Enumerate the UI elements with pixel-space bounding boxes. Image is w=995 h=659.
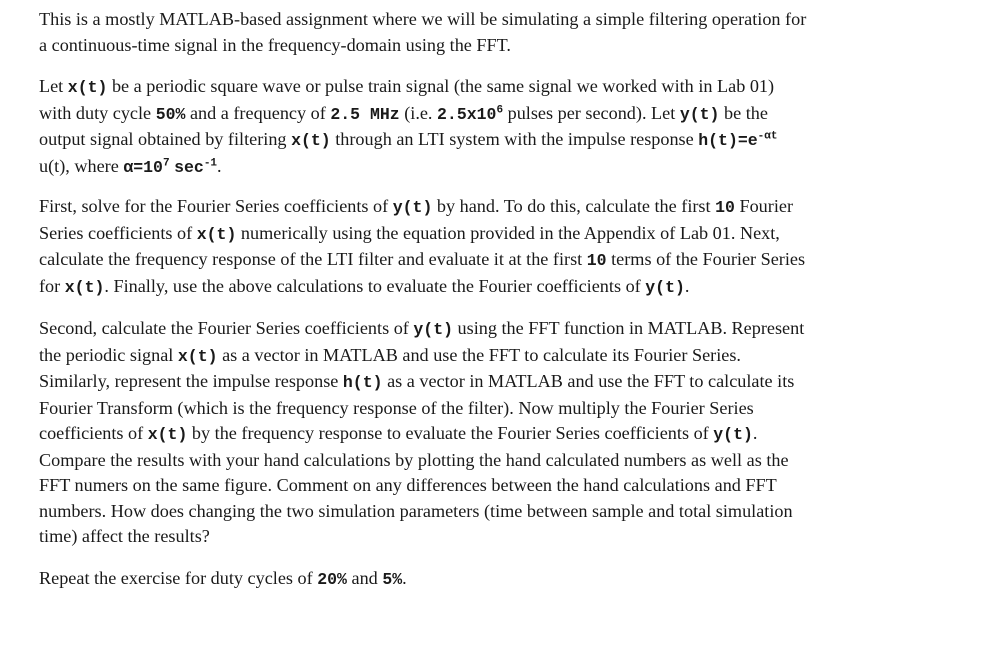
code-impulse-response: $h(t)=e^{-\alpha t}$ — [698, 130, 778, 150]
text-line: Let x(t) be a periodic square wave or pulse train signal (the same signal we worked with in Lab 01) — [39, 76, 775, 97]
code-count: 10 — [586, 251, 607, 270]
paragraph-repeat — [39, 566, 939, 593]
text-line: calculate the frequency response of the LTI filter and evaluate it at the first 10 terms of the Fourier Series — [39, 249, 806, 270]
code-x-of-t: x(t) — [67, 78, 108, 97]
paragraph-fft-calculation — [39, 316, 939, 550]
code-y-of-t: y(t) — [413, 320, 453, 339]
code-alpha: $\alpha=10^7$ — [123, 157, 170, 177]
text-line: Second, calculate the Fourier Series coefficients of y(t) using the FFT function in MATLAB. Represent — [39, 318, 805, 339]
paragraph-intro — [39, 7, 939, 58]
text-line: u(t), where $\alpha=10^7$ $\sec^{-1}$. — [39, 155, 222, 177]
code-y-of-t: y(t) — [679, 104, 720, 124]
text-line: with duty cycle 50% and a frequency of 2.5 MHz (i.e. $2.5x10^6$ pulses per second). Let y(t) be the — [39, 102, 768, 124]
paragraph-hand-calculation — [39, 194, 939, 300]
code-count: 10 — [715, 198, 735, 217]
text-line: Similarly, represent the impulse response h(t) as a vector in MATLAB and use the FFT to calculate its — [39, 371, 795, 392]
text-line: numbers. How does changing the two simulation parameters (time between sample and total simulation — [39, 500, 793, 521]
text-line: FFT numers on the same figure. Comment on any differences between the hand calculations and FFT — [39, 475, 777, 495]
text-line: First, solve for the Fourier Series coefficients of y(t) by hand. To do this, calculate the first 10 Fourier — [39, 196, 794, 217]
code-x-of-t: x(t) — [291, 131, 331, 150]
code-frequency: 2.5 MHz — [330, 104, 400, 124]
code-pulse-rate: $2.5x10^6$ — [437, 104, 504, 124]
code-x-of-t: x(t) — [177, 346, 218, 366]
code-x-of-t: x(t) — [64, 277, 105, 297]
code-h-of-t: h(t) — [342, 373, 383, 392]
text-line: Repeat the exercise for duty cycles of 20% and 5%. — [39, 567, 407, 589]
paragraph-signal-definition — [39, 74, 939, 180]
code-duty-cycle: 50% — [155, 104, 186, 124]
text-line: output signal obtained by filtering x(t) through an LTI system with the impulse response $h(t)=e^{-\alpha t}$ — [39, 129, 778, 150]
code-duty-cycle: 20% — [317, 569, 347, 589]
assignment-document — [39, 7, 939, 592]
text-line: Compare the results with your hand calculations by plotting the hand calculated numbers as well as the — [39, 449, 789, 470]
text-line: for x(t). Finally, use the above calculations to evaluate the Fourier coefficients of y(t). — [39, 275, 690, 297]
text-line: Fourier Transform (which is the frequency response of the filter). Now multiply the Fourier Series — [39, 397, 754, 418]
code-y-of-t: y(t) — [713, 425, 753, 444]
code-y-of-t: y(t) — [392, 198, 433, 217]
text-line: time) affect the results? — [39, 526, 210, 546]
code-x-of-t: x(t) — [196, 224, 237, 244]
text-line: Series coefficients of x(t) numerically using the equation provided in the Appendix of Lab 01. Next, — [39, 222, 780, 244]
text-line: the periodic signal x(t) as a vector in MATLAB and use the FFT to calculate its Fourier Series. — [39, 344, 741, 366]
text-line: a continuous-time signal in the frequency-domain using the FFT. — [39, 34, 511, 55]
code-x-of-t: x(t) — [147, 425, 188, 444]
code-duty-cycle: 5% — [382, 569, 403, 589]
text-line: This is a mostly MATLAB-based assignment where we will be simulating a simple filtering operation for — [39, 9, 807, 29]
code-seconds-unit: $\sec^{-1}$ — [174, 157, 218, 177]
code-y-of-t: y(t) — [645, 277, 685, 297]
text-line: coefficients of x(t) by the frequency response to evaluate the Fourier Series coefficients of y(t). — [39, 423, 758, 444]
